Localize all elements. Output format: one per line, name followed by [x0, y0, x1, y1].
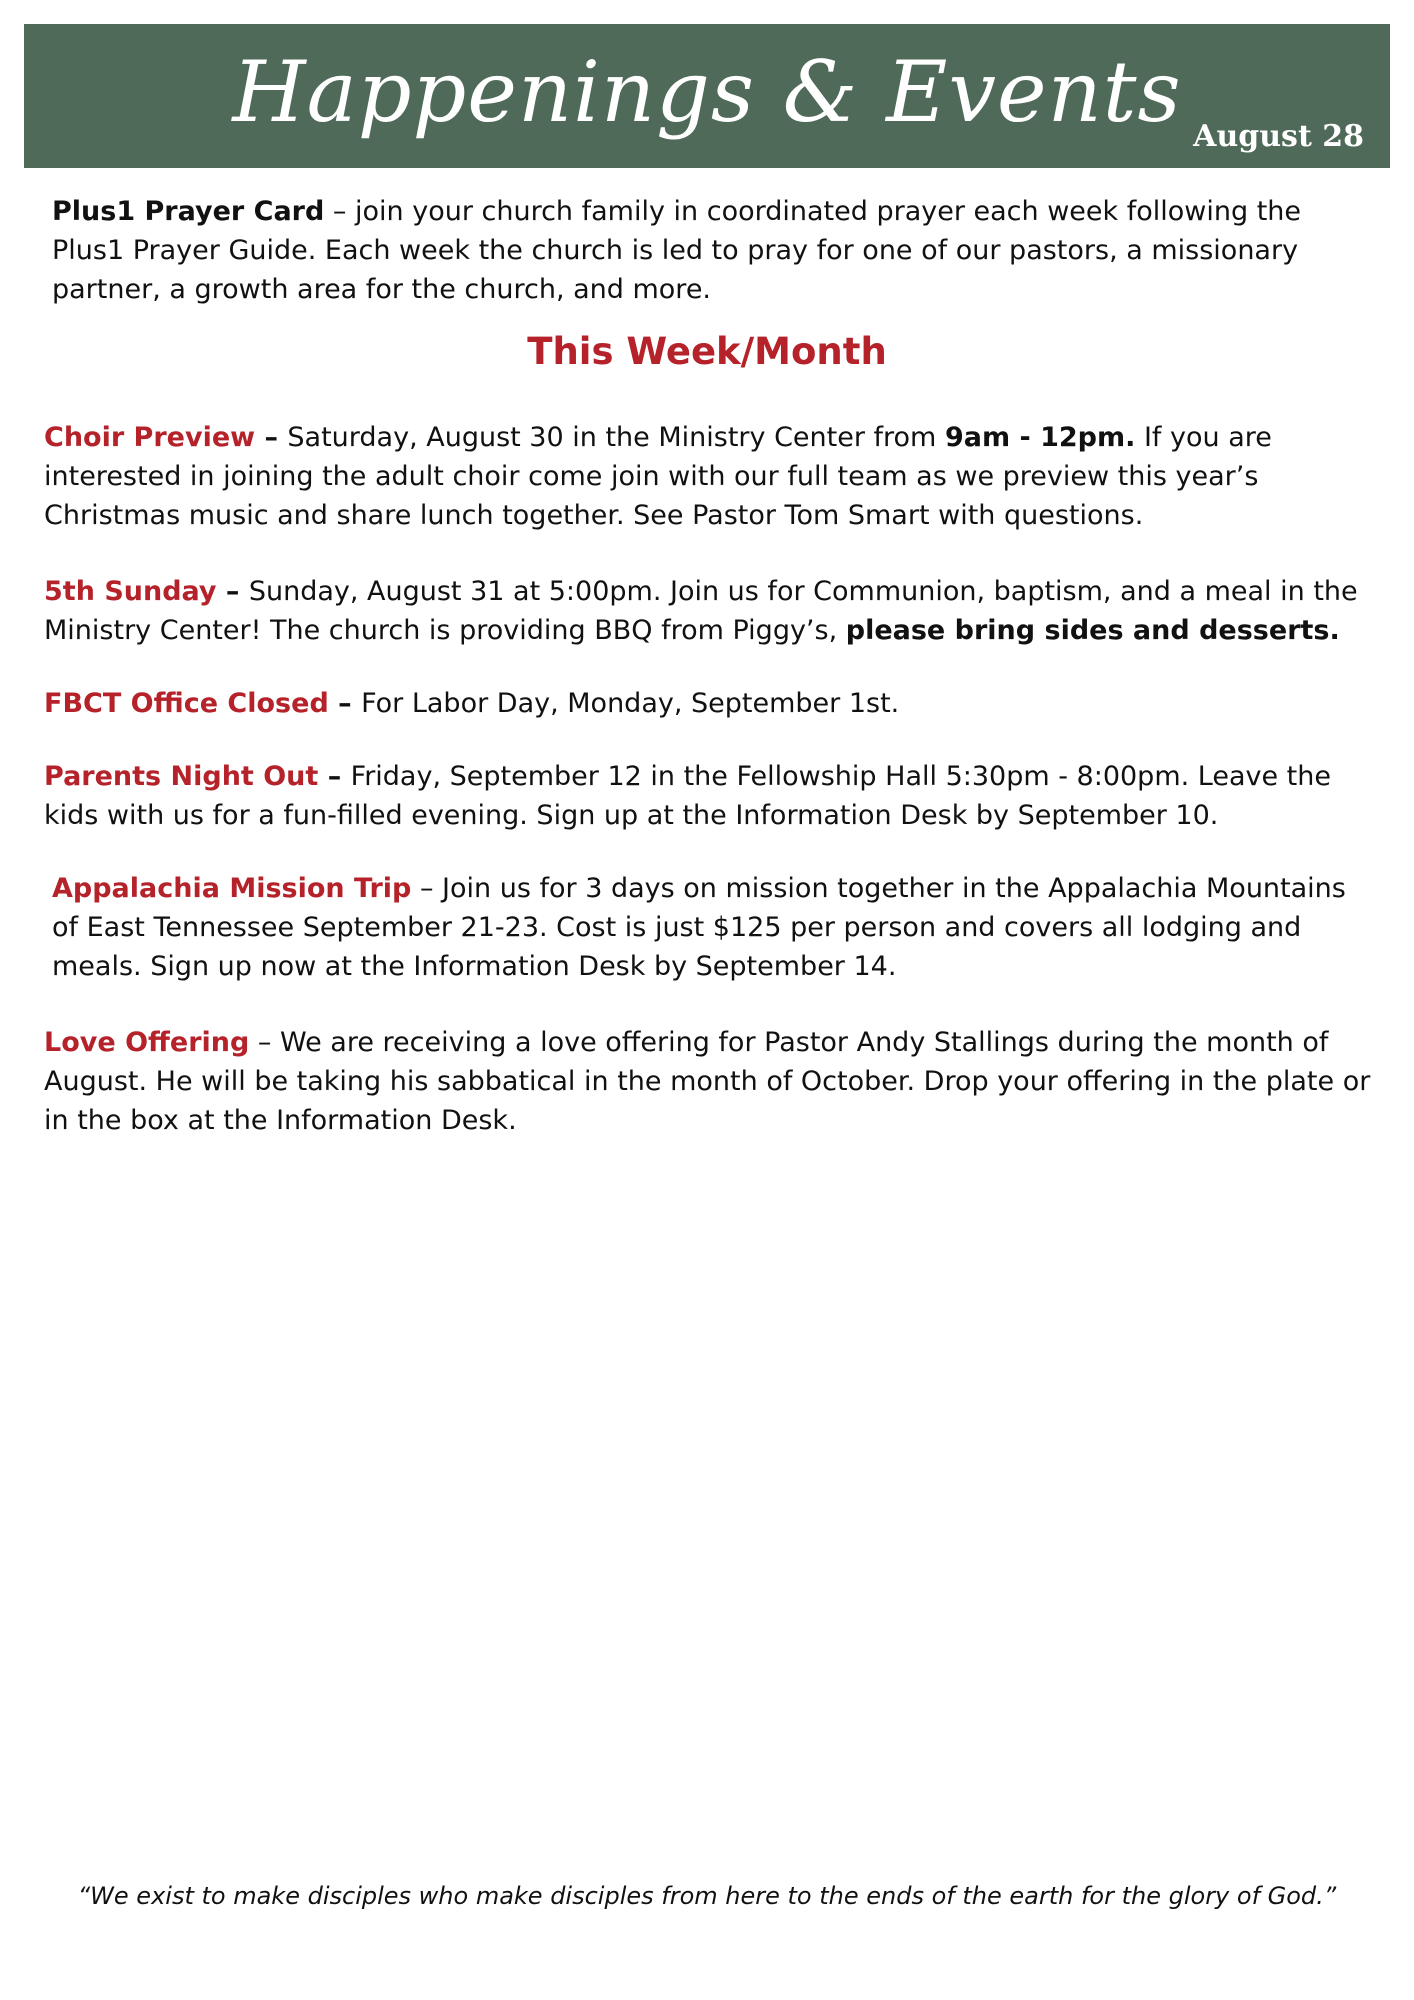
- event-text: Sunday, August 31 at 5:00pm. Join us for Communion, baptism, and a meal in the Ministry Center! The church is providing BBQ from Piggy’s,: [44, 576, 1358, 646]
- event-text: – Join us for 3 days on mission together in the Appalachia Mountains of East Tennessee September 21-23. Cost is just $125 per person and covers all lodging and meals. Sign up now at the Information Desk by September 14.: [52, 873, 1346, 982]
- section-heading: This Week/Month: [527, 330, 887, 373]
- event-text: If you are interested in joining the adult choir come join with our full team as we preview this year’s Christmas music and share lunch together. See Pastor Tom Smart with questions.: [44, 422, 1272, 531]
- event-dash: –: [255, 422, 288, 453]
- event-label: FBCT Office Closed: [44, 688, 329, 719]
- event-label: Parents Night Out: [44, 761, 319, 792]
- event-text: – We are receiving a love offering for Pastor Andy Stallings during the month of August. He will be taking his sabbatical in the month of October. Drop your offering in the plate or in the box at the Information Desk.: [44, 1027, 1371, 1136]
- event-emphasis: please bring sides and desserts.: [845, 615, 1340, 646]
- event-label: 5th Sunday: [44, 576, 217, 607]
- event-dash: –: [216, 576, 249, 607]
- event-text: For Labor Day, Monday, September 1st.: [361, 688, 900, 719]
- mission-statement-quote: “We exist to make disciples who make disciples from here to the ends of the earth for the glory of God.”: [77, 1882, 1337, 1910]
- event-label: Choir Preview: [44, 422, 256, 453]
- event-fifth-sunday: [44, 572, 1374, 650]
- event-text: Saturday, August 30 in the Ministry Center from: [287, 422, 945, 453]
- event-dash: –: [328, 688, 362, 719]
- intro-label: Plus1 Prayer Card: [52, 196, 325, 227]
- event-label: Appalachia Mission Trip: [52, 873, 412, 904]
- event-text: Friday, September 12 in the Fellowship Hall 5:30pm - 8:00pm. Leave the kids with us for a fun-filled evening. Sign up at the Information Desk by September 10.: [44, 761, 1331, 831]
- header-banner: [24, 24, 1390, 168]
- event-mission-trip: [52, 869, 1374, 986]
- event-label: Love Offering: [44, 1027, 250, 1058]
- event-dash: –: [318, 761, 351, 792]
- intro-paragraph: [52, 192, 1342, 309]
- header-date: August 28: [1193, 119, 1364, 154]
- event-office-closed: [44, 684, 1374, 723]
- page-title: Happenings & Events: [232, 43, 1182, 141]
- intro-text: – join your church family in coordinated prayer each week following the Plus1 Prayer Guide. Each week the church is led to pray for one of our pastors, a missionary partner, a growth area for the church, and more.: [52, 196, 1302, 305]
- event-parents-night-out: [44, 757, 1374, 835]
- event-time: 9am - 12pm.: [944, 422, 1136, 453]
- event-choir-preview: [44, 418, 1374, 535]
- event-love-offering: [44, 1023, 1374, 1140]
